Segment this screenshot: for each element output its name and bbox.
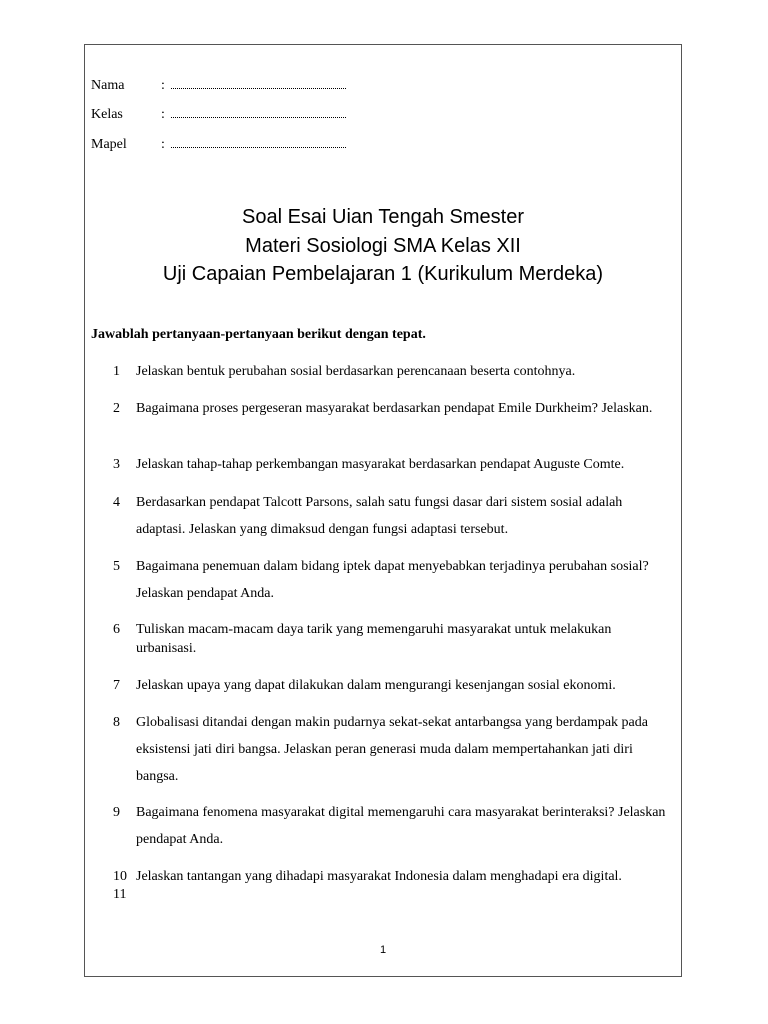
document-page xyxy=(84,44,682,977)
question-number: 6 xyxy=(113,622,120,637)
page-number: 1 xyxy=(379,944,387,956)
field-label: Nama xyxy=(91,78,125,93)
question-number: 11 xyxy=(113,887,127,902)
title-line-1: Soal Esai Uian Tengah Smester xyxy=(241,206,524,228)
question-text: Berdasarkan pendapat Talcott Parsons, salah satu fungsi dasar dari sistem sosial adalah adaptasi. Jelaskan yang dimaksud dengan fungsi adaptasi tersebut. xyxy=(136,495,623,537)
question-number: 9 xyxy=(113,805,120,820)
field-blank-line xyxy=(171,88,346,89)
question-text: Jelaskan bentuk perubahan sosial berdasarkan perencanaan beserta contohnya. xyxy=(136,364,576,379)
question-number: 2 xyxy=(113,401,120,416)
question-number: 3 xyxy=(113,457,120,472)
question-number: 8 xyxy=(113,715,120,730)
question-text: Jelaskan upaya yang dapat dilakukan dalam mengurangi kesenjangan sosial ekonomi. xyxy=(136,678,616,693)
question-text: Jelaskan tantangan yang dihadapi masyarakat Indonesia dalam menghadapi era digital. xyxy=(136,869,622,884)
field-colon: : xyxy=(161,107,165,122)
question-text: Bagaimana proses pergeseran masyarakat berdasarkan pendapat Emile Durkheim? Jelaskan. xyxy=(136,401,653,416)
document-title xyxy=(85,203,681,289)
title-line-3: Uji Capaian Pembelajaran 1 (Kurikulum Merdeka) xyxy=(162,263,604,285)
question-text: Jelaskan tahap-tahap perkembangan masyarakat berdasarkan pendapat Auguste Comte. xyxy=(136,457,625,472)
question-text: Tuliskan macam-macam daya tarik yang memengaruhi masyarakat untuk melakukan urbanisasi. xyxy=(136,622,612,656)
field-label: Kelas xyxy=(91,107,123,122)
question-number: 4 xyxy=(113,495,120,510)
field-colon: : xyxy=(161,137,165,152)
question-text: Bagaimana penemuan dalam bidang iptek dapat menyebabkan terjadinya perubahan sosial? Jelaskan pendapat Anda. xyxy=(136,559,649,601)
field-label: Mapel xyxy=(91,137,127,152)
question-text: Globalisasi ditandai dengan makin pudarnya sekat-sekat antarbangsa yang berdampak pada eksistensi jati diri bangsa. Jelaskan peran generasi muda dalam mempertahankan jati diri bangsa. xyxy=(136,715,648,784)
question-number: 1 xyxy=(113,364,120,379)
field-colon: : xyxy=(161,78,165,93)
question-number: 10 xyxy=(113,869,127,884)
field-blank-line xyxy=(171,147,346,148)
question-text: Bagaimana fenomena masyarakat digital memengaruhi cara masyarakat berinteraksi? Jelaskan pendapat Anda. xyxy=(136,805,666,847)
instruction-text: Jawablah pertanyaan-pertanyaan berikut dengan tepat. xyxy=(91,327,426,342)
title-line-2: Materi Sosiologi SMA Kelas XII xyxy=(245,234,521,257)
question-number: 7 xyxy=(113,678,120,693)
field-blank-line xyxy=(171,117,346,118)
question-number: 5 xyxy=(113,559,120,574)
